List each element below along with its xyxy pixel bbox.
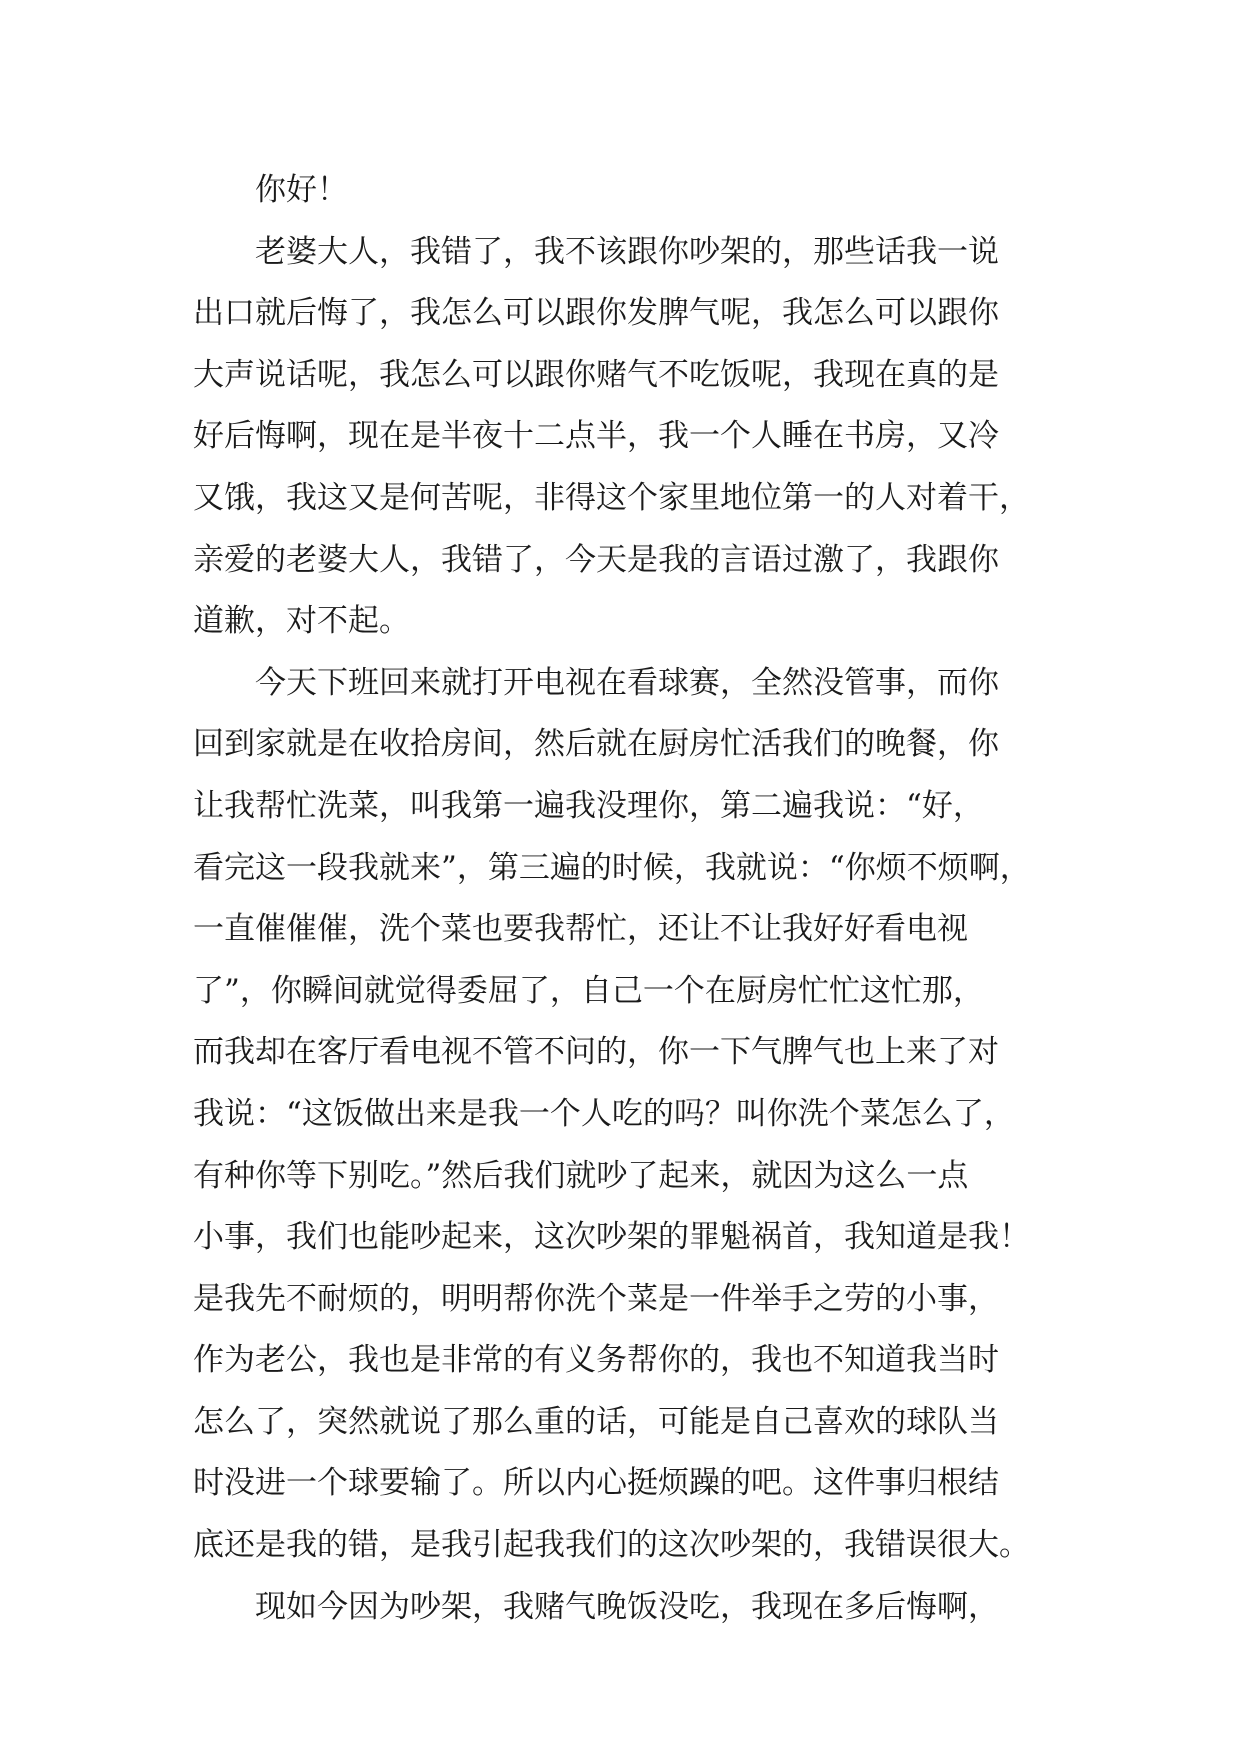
paragraph-2-line-1: 今天下班回来就打开电视在看球赛，全然没管事，而你 [255, 664, 999, 701]
paragraph-3-line-1: 现如今因为吵架，我赌气晚饭没吃，我现在多后悔啊， [255, 1588, 999, 1625]
paragraph-1-line-4: 好后悔啊，现在是半夜十二点半，我一个人睡在书房，又冷 [193, 418, 999, 455]
paragraph-2-line-7: 而我却在客厅看电视不管不问的，你一下气脾气也上来了对 [193, 1034, 999, 1071]
paragraph-2-line-4: 看完这一段我就来”，第三遍的时候，我就说：“你烦不烦啊， [193, 849, 1031, 886]
paragraph-1-line-5: 又饿，我这又是何苦呢，非得这个家里地位第一的人对着干， [193, 479, 1030, 516]
paragraph-2-line-6: 了”，你瞬间就觉得委屈了，自己一个在厨房忙忙这忙那， [193, 972, 984, 1009]
paragraph-2-line-14: 时没进一个球要输了。所以内心挺烦躁的吧。这件事归根结 [193, 1465, 999, 1502]
paragraph-2-line-10: 小事，我们也能吵起来，这次吵架的罪魁祸首，我知道是我！ [193, 1219, 1030, 1256]
paragraph-2-line-5: 一直催催催，洗个菜也要我帮忙，还让不让我好好看电视 [193, 911, 968, 948]
paragraph-2-line-3: 让我帮忙洗菜，叫我第一遍我没理你，第二遍我说：“好， [193, 787, 984, 824]
paragraph-2-line-8: 我说：“这饭做出来是我一个人吃的吗？叫你洗个菜怎么了， [193, 1095, 1015, 1132]
paragraph-2-line-13: 怎么了，突然就说了那么重的话，可能是自己喜欢的球队当 [193, 1403, 999, 1440]
paragraph-1-line-3: 大声说话呢，我怎么可以跟你赌气不吃饭呢，我现在真的是 [193, 356, 999, 393]
paragraph-2-line-9: 有种你等下别吃。”然后我们就吵了起来，就因为这么一点 [193, 1157, 969, 1194]
paragraph-2-line-15: 底还是我的错，是我引起我我们的这次吵架的，我错误很大。 [193, 1527, 1030, 1564]
paragraph-1-line-1: 老婆大人，我错了，我不该跟你吵架的，那些话我一说 [255, 233, 999, 270]
paragraph-1-line-7: 道歉，对不起。 [193, 603, 410, 640]
paragraph-1-line-6: 亲爱的老婆大人，我错了，今天是我的言语过激了，我跟你 [193, 541, 999, 578]
paragraph-1-line-2: 出口就后悔了，我怎么可以跟你发脾气呢，我怎么可以跟你 [193, 295, 999, 332]
paragraph-2-line-12: 作为老公，我也是非常的有义务帮你的，我也不知道我当时 [193, 1342, 999, 1379]
paragraph-2-line-11: 是我先不耐烦的，明明帮你洗个菜是一件举手之劳的小事， [193, 1280, 999, 1317]
letter-body [193, 160, 1055, 1638]
paragraph-2-line-2: 回到家就是在收拾房间，然后就在厨房忙活我们的晚餐，你 [193, 726, 999, 763]
greeting-line: 你好！ [255, 172, 348, 208]
